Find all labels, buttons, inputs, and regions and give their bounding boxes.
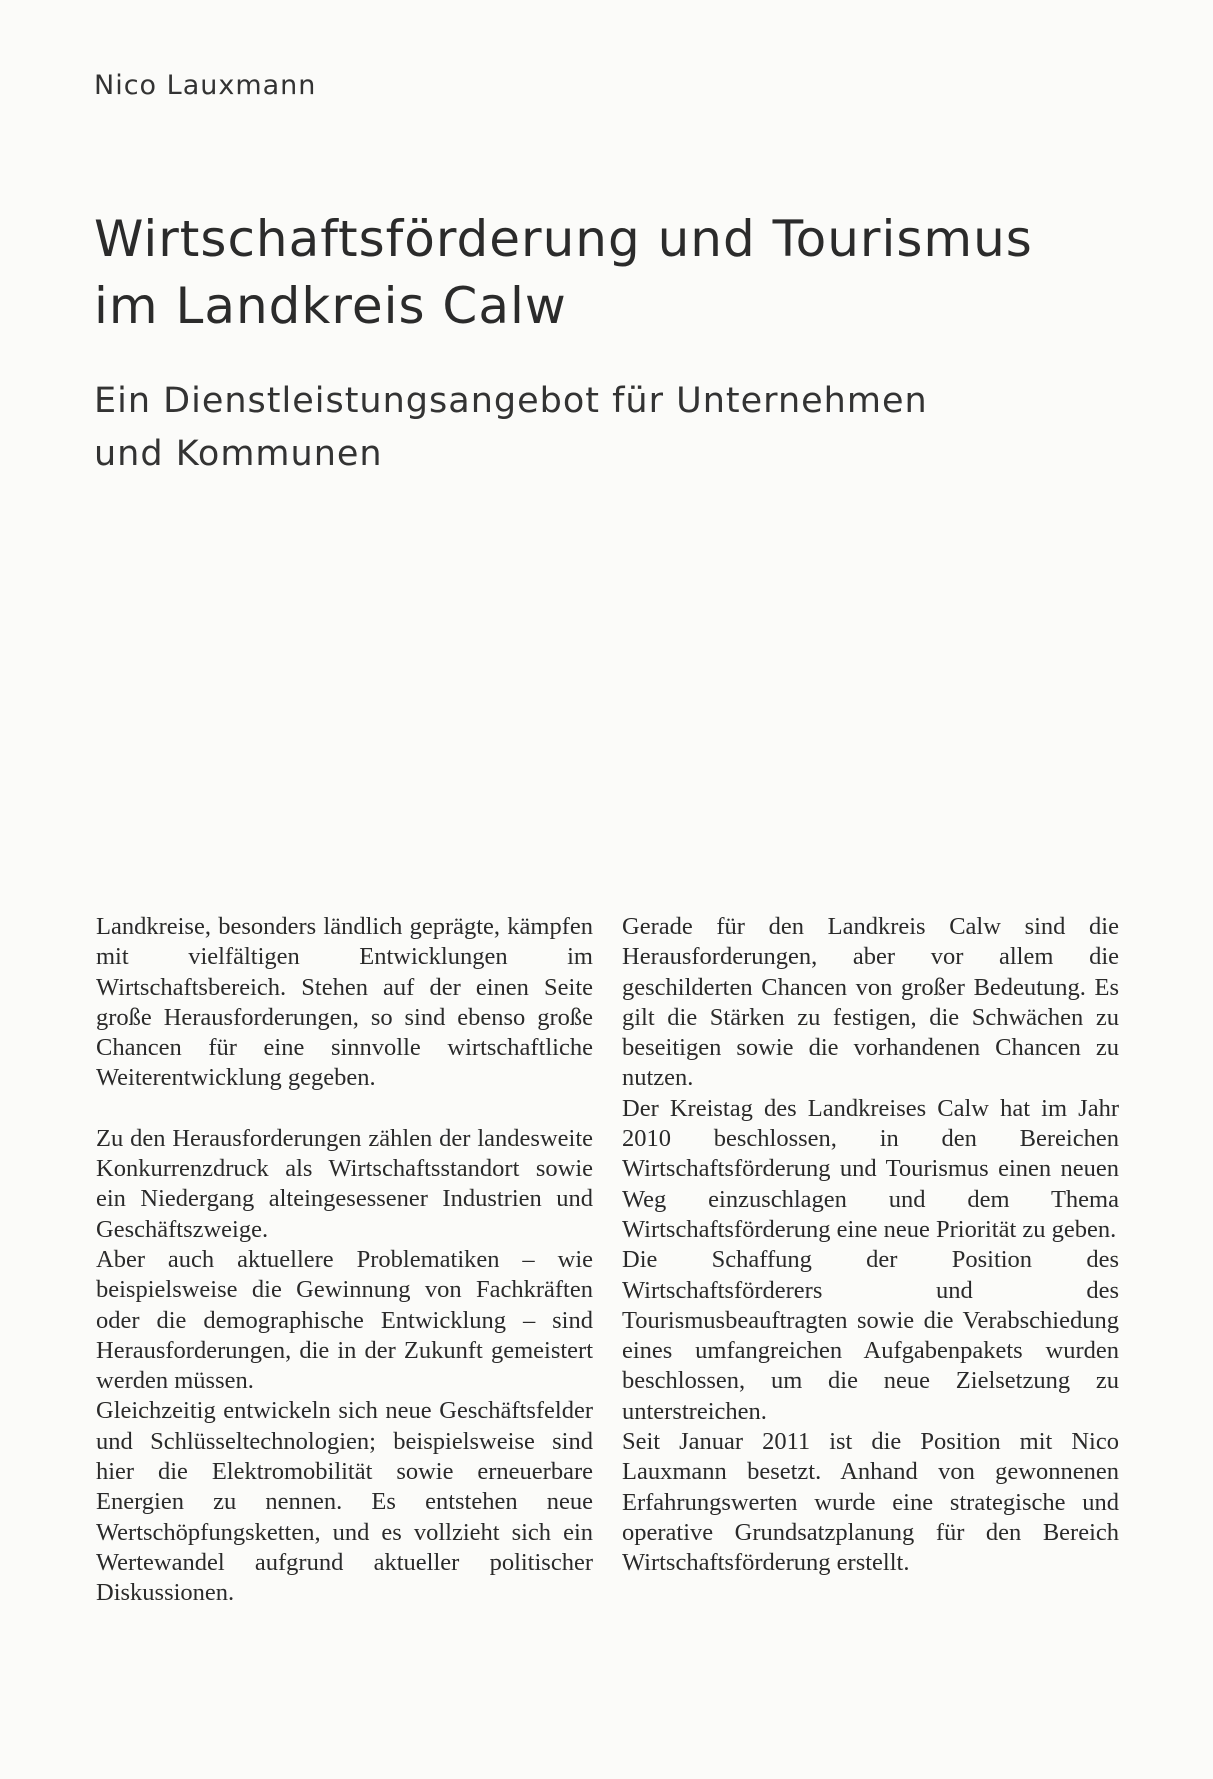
paragraph: Seit Januar 2011 ist die Position mit Nico Lauxmann besetzt. Anhand von gewonnenen Erfahrungswerten wurde eine strategische und operative Grundsatzplanung für den Bereich Wirtschaftsförderung erstellt.	[622, 1428, 1119, 1577]
paragraph: Gerade für den Landkreis Calw sind die Herausforderungen, aber vor allem die geschilderten Chancen von großer Bedeutung. Es gilt die Stärken zu festigen, die Schwächen zu beseitigen sowie die vorhandenen Chancen zu nutzen.	[622, 913, 1119, 1092]
article-title-line-2: im Landkreis Calw	[94, 277, 567, 335]
paragraph: Die Schaffung der Position des Wirtschaftsförderers und des Tourismusbeauftragten sowie die Verabschiedung eines umfangreichen Aufgabenpakets wurden beschlossen, um die neue Zielsetzung zu unterstreichen.	[622, 1246, 1119, 1425]
article-subtitle	[94, 375, 1124, 481]
article-title-line-1: Wirtschaftsförderung und Tourismus	[94, 210, 1033, 268]
article-title	[94, 206, 1124, 340]
paragraph: Zu den Herausforderungen zählen der landesweite Konkurrenzdruck als Wirtschaftsstandort sowie ein Niedergang alteingesessener Industrien und Geschäftszweige.	[96, 1124, 593, 1243]
paragraph: Der Kreistag des Landkreises Calw hat im Jahr 2010 beschlossen, in den Bereichen Wirtschaftsförderung und Tourismus einen neuen Weg einzuschlagen und dem Thema Wirtschaftsförderung eine neue Priorität zu geben.	[622, 1094, 1119, 1243]
body-column-left	[96, 912, 593, 1609]
paragraph: Landkreise, besonders ländlich geprägte, kämpfen mit vielfältigen Entwicklungen im Wirtschaftsbereich. Stehen auf der einen Seite große Herausforderungen, so sind ebenso große Chancen für eine sinnvolle wirtschaftliche Weiterentwicklung gegeben.	[96, 913, 593, 1092]
article-subtitle-line-1: Ein Dienstleistungsangebot für Unternehmen	[94, 381, 928, 421]
author-name: Nico Lauxmann	[94, 70, 317, 101]
article-subtitle-line-2: und Kommunen	[94, 434, 383, 474]
body-column-right	[622, 912, 1119, 1579]
paragraph: Gleichzeitig entwickeln sich neue Geschäftsfelder und Schlüsseltechnologien; beispielsweise sind hier die Elektromobilität sowie erneuerbare Energien zu nennen. Es entstehen neue Wertschöpfungsketten, und es vollzieht sich ein Wertewandel aufgrund aktueller politischer Diskussionen.	[96, 1397, 593, 1607]
paragraph: Aber auch aktuellere Problematiken – wie beispielsweise die Gewinnung von Fachkräften oder die demographische Entwicklung – sind Herausforderungen, die in der Zukunft gemeistert werden müssen.	[96, 1245, 593, 1395]
